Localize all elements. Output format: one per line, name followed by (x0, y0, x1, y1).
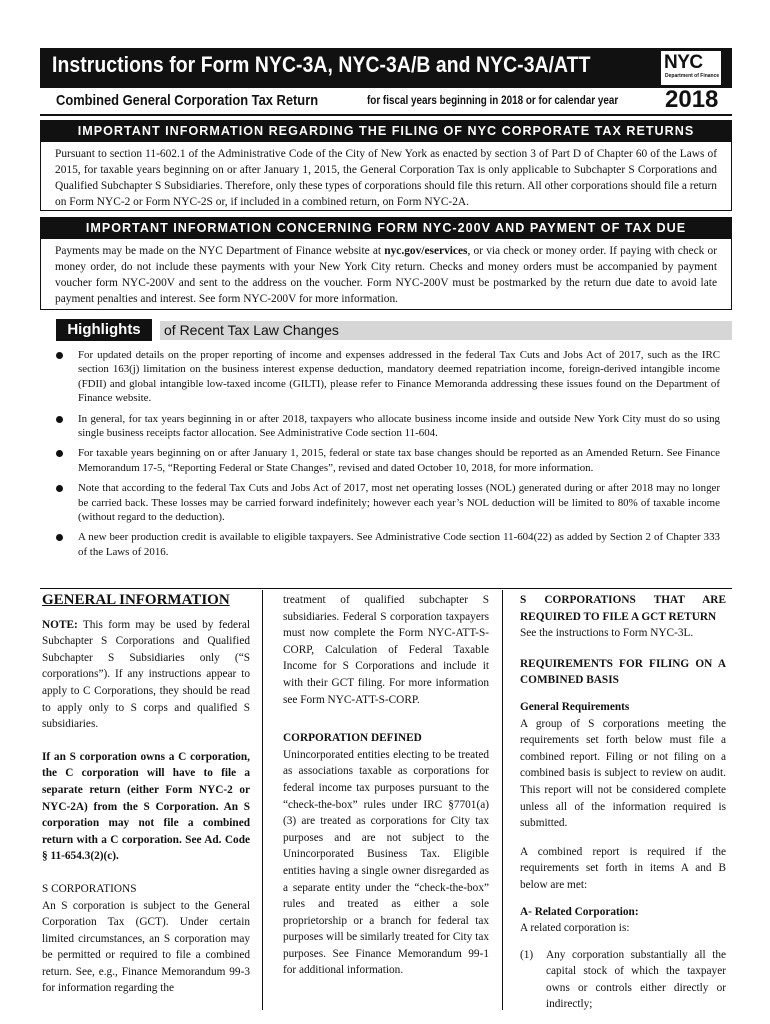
note-paragraph (42, 617, 250, 733)
list-item: For taxable years beginning on or after January 1, 2015, federal or state tax base changes should be reported as an Amended Return. See Finance Memorandum 17-5, “Reporting Federal or State Changes”, revised and dated October 10, 2018, for more information. (56, 446, 720, 475)
s-corp-text: An S corporation is subject to the General Corporation Tax (GCT). Under certain limited circumstances, an S corporation may be permitted or required to file a combined return. See, e.g., Finance Memorandum 99-3 for information regarding the (42, 899, 250, 995)
column-3 (520, 592, 726, 1013)
item-number: (1) (520, 948, 534, 961)
bullet-icon (56, 450, 63, 457)
general-info-heading: GENERAL INFORMATION (42, 592, 230, 608)
logo-text: NYC (664, 52, 703, 73)
list-item: Note that according to the federal Tax Cuts and Jobs Act of 2017, most net operating losses (NOL) generated during or after 2018 may no longer be carried back. These losses may be carried forward indefinitely; however each year’s NOL deduction will be limited to 80% of taxable income (without regard to the deduction). (56, 481, 720, 524)
tax-year: 2018 (665, 86, 719, 113)
c-corp-warning: If an S corporation owns a C corporation, the C corporation will have to file a separate return (either Form NYC-2 or NYC-2A) from the S Corporation. An S corporation may not file a combined return with a C corporation. See Ad. Code § 11-654.3(2)(c). (42, 750, 250, 863)
column-rule (262, 590, 263, 1010)
subtitle-rest: for fiscal years beginning in 2018 or for calendar year (367, 95, 619, 107)
column-rule (502, 590, 503, 1010)
combined-basis-heading: REQUIREMENTS FOR FILING ON A COMBINED BASIS (520, 657, 726, 687)
section2-body-start: Payments may be made on the NYC Department of Finance website at (55, 245, 385, 257)
related-corp-text: A related corporation is: (520, 922, 630, 935)
section1-body: Pursuant to section 11-602.1 of the Administrative Code of the City of New York as enacted by section 3 of Part D of Chapter 60 of the Laws of 2015, for taxable years beginning on or after January 1, 2015, the General Corporation Tax is only applicable to Subchapter S Corporations and Qualified Subchapter S Subsidiaries. Therefore, only these types of corporations should file this return. All other corporations should file a return on Form NYC-2 or Form NYC-2S or, if included in a combined return, on Form NYC-2A. (55, 148, 717, 208)
list-item (520, 947, 726, 1013)
eservices-link[interactable]: nyc.gov/eservices (384, 245, 468, 257)
corporation-defined-heading: CORPORATION DEFINED (283, 732, 422, 745)
note-text: This form may be used by federal Subchapter S Corporations and Qualified Subchapter S Subsidiaries only (“S corporations”). If any instructions appear to apply to C Corporations, they should be read to apply only to S corps and qualified S subsidiaries. (42, 618, 250, 731)
nyc-logo (660, 50, 722, 86)
bullet-icon (56, 352, 63, 359)
qsub-paragraph: treatment of qualified subchapter S subsidiaries. Federal S corporation taxpayers must now complete the Form NYC-ATT-S-CORP, Calculation of Federal Taxable Income for S Corporations and include it with their GCT filing. For more information see Form NYC-ATT-S-CORP. (283, 594, 489, 706)
section-divider (40, 588, 732, 589)
section2-box (40, 239, 732, 310)
section1-box (40, 142, 732, 211)
list-item: In general, for tax years beginning in or after 2018, taxpayers who allocate business income inside and outside New York City must do so using single business receipts factor allocation. See Administrative Code section 11-604. (56, 412, 720, 441)
s-corp-required-heading: S CORPORATIONS THAT ARE REQUIRED TO FILE A GCT RETURN (520, 594, 726, 623)
header-rule (40, 114, 732, 116)
logo-subtext: Department of Finance (665, 73, 720, 79)
column-1 (42, 592, 250, 997)
note-label: NOTE: (42, 618, 78, 631)
list-item: A new beer production credit is available to eligible taxpayers. See Administrative Code section 11-604(22) as added by Section 2 of Chapter 333 of the Laws of 2016. (56, 530, 720, 559)
corporation-defined-text: Unincorporated entities electing to be treated as associations taxable as corporations for federal income tax purposes pursuant to the “check-the-box” rules under IRC §7701(a)(3) are treated as corporations for City tax purposes and are not subject to the Unincorporated Business Tax. Eligible entities having a single owner disregarded as a separate entity under the “check-the-box” rules and treated as either a sole proprietorship or a branch for federal tax purposes will be similarly treated for City tax purposes. See Finance Memorandum 99-1 for additional information. (283, 748, 489, 977)
section2-body (55, 243, 717, 307)
highlights-list (56, 348, 720, 565)
bullet-icon (56, 485, 63, 492)
general-requirements-text: A group of S corporations meeting the requirements set forth below must file a combined report. Filing or not filing on a combined basis is subject to review on audit. This report will not be considered complete unless all of the information required is submitted. (520, 717, 726, 830)
section2-heading: IMPORTANT INFORMATION CONCERNING FORM NYC-200V AND PAYMENT OF TAX DUE (40, 217, 732, 239)
bullet-icon (56, 534, 63, 541)
column-2 (283, 592, 489, 979)
bullet-icon (56, 416, 63, 423)
highlights-title: of Recent Tax Law Changes (160, 321, 732, 340)
general-requirements-heading: General Requirements (520, 700, 630, 713)
item-text: Any corporation substantially all the capital stock of which the taxpayer owns or controls either directly or indirectly; (546, 948, 726, 1011)
page-title: Instructions for Form NYC-3A, NYC-3A/B and NYC-3A/ATT (52, 52, 591, 77)
list-item: For updated details on the proper reporting of income and expenses addressed in the federal Tax Cuts and Jobs Act of 2017, such as the IRC section 163(j) limitation on the business interest expense deduction, mandatory deemed repatriation income, foreign-derived intangible income (FDII) and global intangible low-taxed income (GILTI), please refer to Finance Memoranda addressing these issues found on the Department of Finance website. (56, 348, 720, 406)
s-corp-heading: S CORPORATIONS (42, 882, 137, 895)
subtitle-main: Combined General Corporation Tax Return (56, 92, 319, 109)
s-corp-required-text: See the instructions to Form NYC-3L. (520, 627, 694, 640)
highlights-tab: Highlights (56, 319, 152, 341)
section2-body-end: , or via check or money order. If paying with check or money order, do not include these payments with your New York City return. Checks and money orders must be accompanied by payment voucher form NYC-200V and sent to the address on the voucher. Form NYC-200V must be postmarked by the return due date to avoid late payment penalties and interest. See form NYC-200V for more information. (55, 245, 717, 305)
related-corp-heading: A- Related Corporation: (520, 905, 639, 918)
section1-heading: IMPORTANT INFORMATION REGARDING THE FILING OF NYC CORPORATE TAX RETURNS (40, 120, 732, 142)
combined-report-text: A combined report is required if the requirements set forth in items A and B below are met: (520, 845, 726, 891)
